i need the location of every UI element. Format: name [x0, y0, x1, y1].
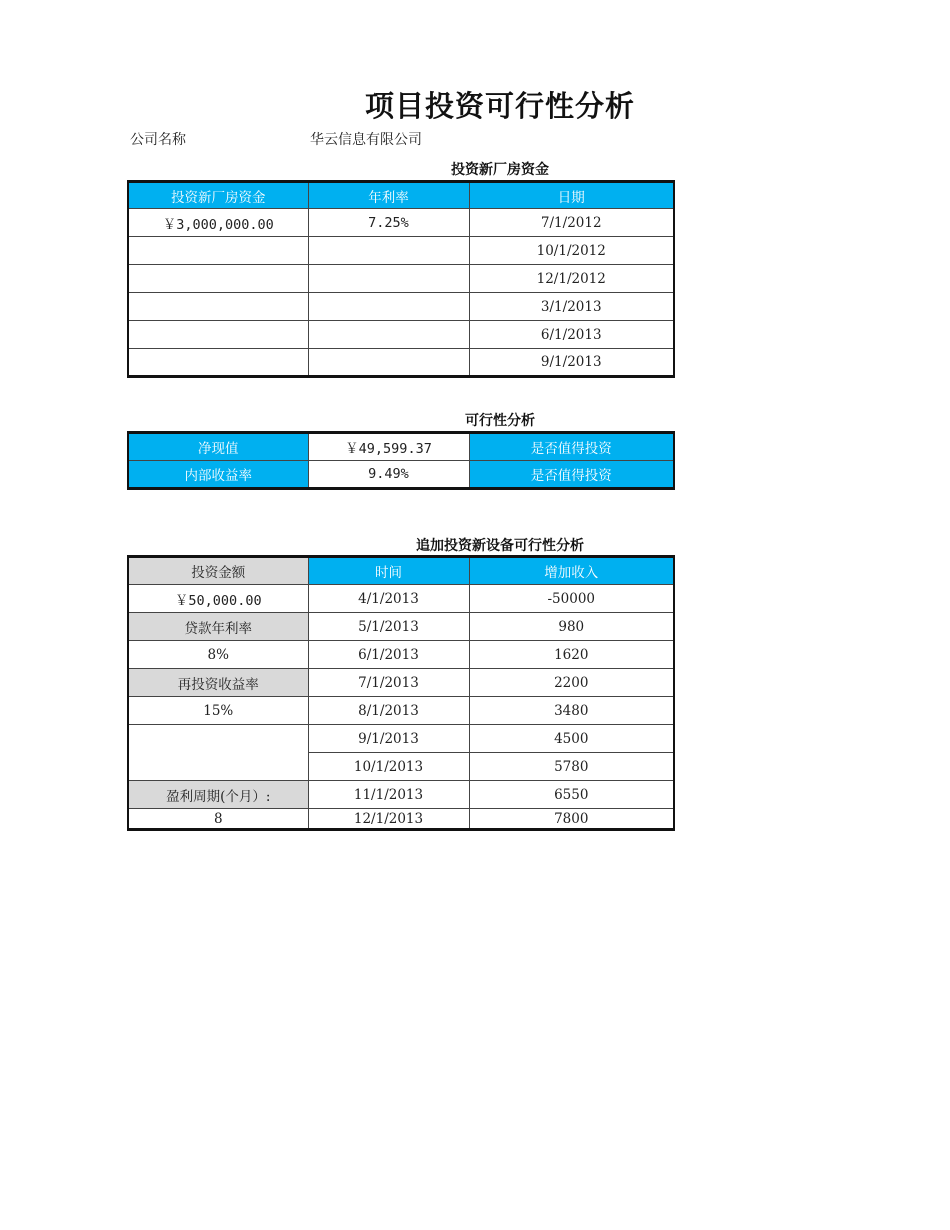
income-cell[interactable]: 3480 [469, 697, 674, 725]
npv-value[interactable]: ￥49,599.37 [308, 433, 469, 461]
factory-investment-table [127, 180, 675, 378]
time-cell[interactable]: 8/1/2013 [308, 697, 469, 725]
time-cell[interactable]: 4/1/2013 [308, 585, 469, 613]
date-cell[interactable]: 12/1/2012 [469, 265, 674, 293]
time-cell[interactable]: 11/1/2013 [308, 781, 469, 809]
page-title: 项目投资可行性分析 [364, 89, 635, 123]
irr-label: 内部收益率 [128, 461, 308, 489]
empty-cell[interactable] [308, 321, 469, 349]
reinvest-rate-value[interactable]: 15% [128, 697, 308, 725]
time-cell[interactable]: 5/1/2013 [308, 613, 469, 641]
profit-period-label: 盈利周期(个月）: [128, 781, 308, 809]
empty-cell[interactable] [128, 725, 308, 781]
empty-cell[interactable] [128, 321, 308, 349]
feasibility-table [127, 431, 675, 490]
rate-cell[interactable]: 7.25% [308, 209, 469, 237]
section3-title: 追加投资新设备可行性分析 [416, 538, 584, 554]
empty-cell[interactable] [128, 293, 308, 321]
income-cell[interactable]: 7800 [469, 809, 674, 830]
company-value[interactable]: 华云信息有限公司 [310, 132, 422, 148]
empty-cell[interactable] [308, 293, 469, 321]
time-cell[interactable]: 9/1/2013 [308, 725, 469, 753]
income-cell[interactable]: 4500 [469, 725, 674, 753]
empty-cell[interactable] [128, 237, 308, 265]
equipment-investment-table [127, 555, 675, 831]
empty-cell[interactable] [128, 265, 308, 293]
date-cell[interactable]: 9/1/2013 [469, 349, 674, 377]
profit-period-value[interactable]: 8 [128, 809, 308, 830]
time-cell[interactable]: 6/1/2013 [308, 641, 469, 669]
time-cell[interactable]: 12/1/2013 [308, 809, 469, 830]
date-cell[interactable]: 3/1/2013 [469, 293, 674, 321]
invest-amount-value[interactable]: ￥50,000.00 [128, 585, 308, 613]
date-cell[interactable]: 7/1/2012 [469, 209, 674, 237]
npv-status[interactable]: 是否值得投资 [469, 433, 674, 461]
company-label: 公司名称 [130, 132, 186, 148]
time-cell[interactable]: 10/1/2013 [308, 753, 469, 781]
header-date[interactable]: 日期 [469, 182, 674, 209]
loan-rate-label: 贷款年利率 [128, 613, 308, 641]
time-cell[interactable]: 7/1/2013 [308, 669, 469, 697]
header-income[interactable]: 增加收入 [469, 557, 674, 585]
empty-cell[interactable] [308, 237, 469, 265]
income-cell[interactable]: 980 [469, 613, 674, 641]
section2-title: 可行性分析 [465, 413, 535, 429]
date-cell[interactable]: 10/1/2012 [469, 237, 674, 265]
income-cell[interactable]: 5780 [469, 753, 674, 781]
reinvest-rate-label: 再投资收益率 [128, 669, 308, 697]
header-time[interactable]: 时间 [308, 557, 469, 585]
section1-title: 投资新厂房资金 [451, 162, 549, 178]
income-cell[interactable]: 1620 [469, 641, 674, 669]
amount-cell[interactable]: ￥3,000,000.00 [128, 209, 308, 237]
irr-value[interactable]: 9.49% [308, 461, 469, 489]
date-cell[interactable]: 6/1/2013 [469, 321, 674, 349]
header-rate[interactable]: 年利率 [308, 182, 469, 209]
income-cell[interactable]: 2200 [469, 669, 674, 697]
header-invest-amount[interactable]: 投资金额 [128, 557, 308, 585]
irr-status[interactable]: 是否值得投资 [469, 461, 674, 489]
header-amount[interactable]: 投资新厂房资金 [128, 182, 308, 209]
empty-cell[interactable] [308, 265, 469, 293]
empty-cell[interactable] [128, 349, 308, 377]
empty-cell[interactable] [308, 349, 469, 377]
income-cell[interactable]: -50000 [469, 585, 674, 613]
income-cell[interactable]: 6550 [469, 781, 674, 809]
loan-rate-value[interactable]: 8% [128, 641, 308, 669]
npv-label: 净现值 [128, 433, 308, 461]
